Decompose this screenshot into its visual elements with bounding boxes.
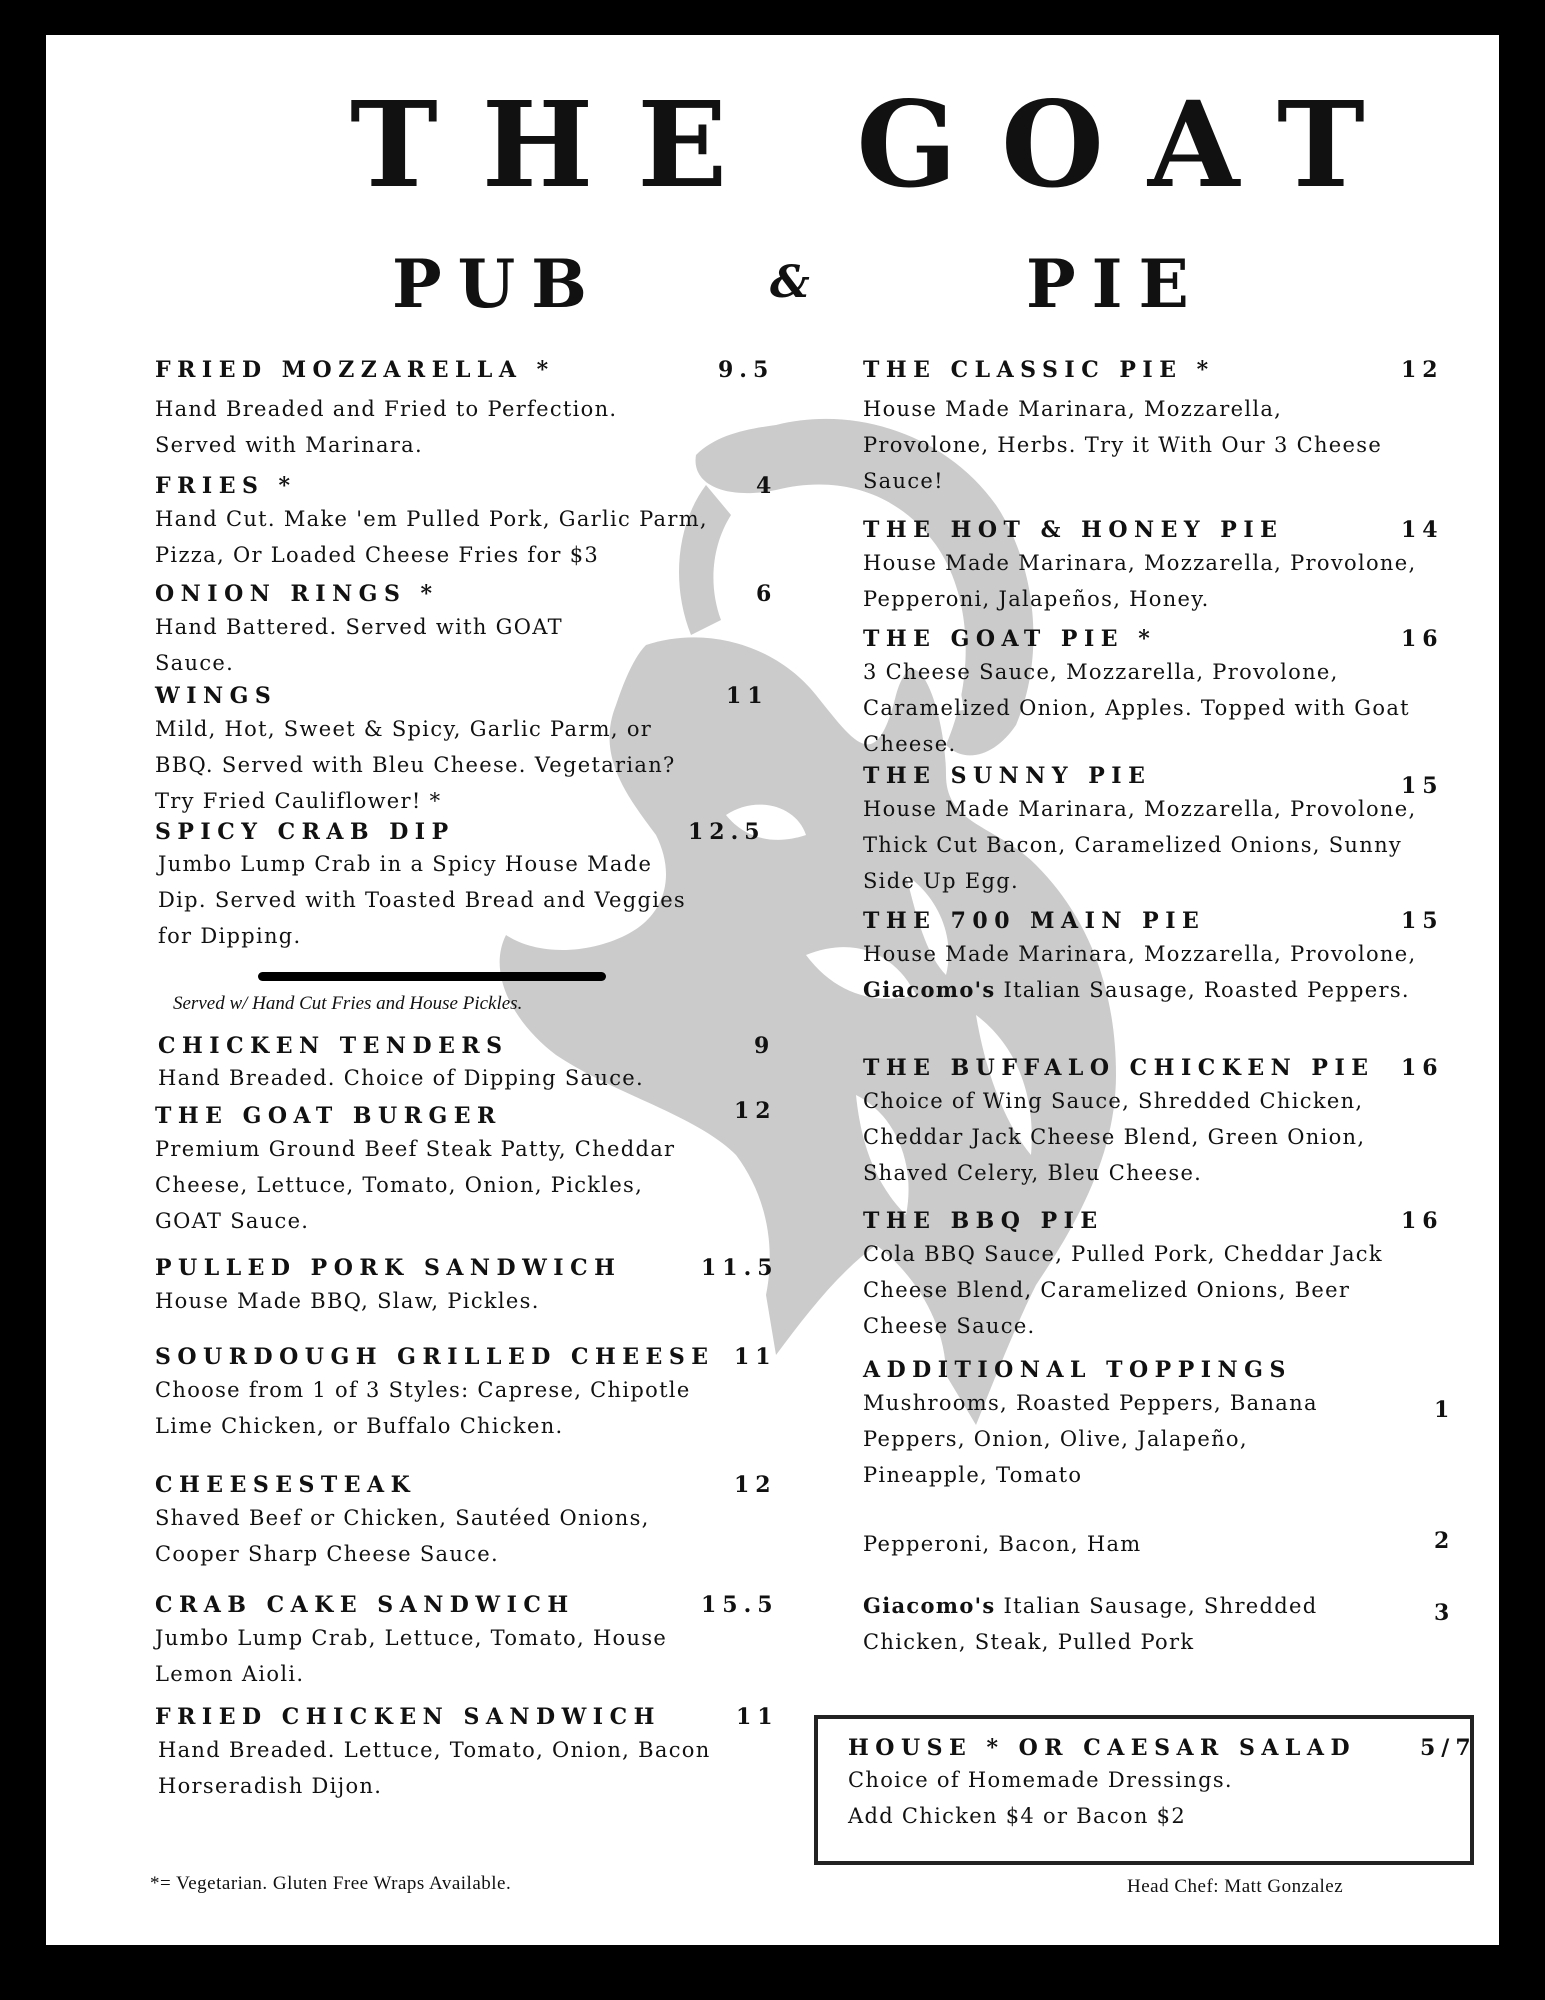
pie-description [863, 936, 1423, 1008]
pie-name: THE BBQ PIE [863, 1208, 1104, 1234]
item-name: WINGS [155, 683, 278, 709]
item-description: Jumbo Lump Crab, Lettuce, Tomato, House Lemon Aioli. [155, 1626, 668, 1686]
toppings-list: Mushrooms, Roasted Peppers, Banana Peppers, Onion, Olive, Jalapeño, Pineapple, Tomato [863, 1391, 1318, 1487]
toppings-price: 3 [1434, 1600, 1456, 1626]
pie-price: 12 [1401, 357, 1444, 383]
item-description: Hand Breaded. Choice of Dipping Sauce. [158, 1066, 644, 1090]
pie-name: THE CLASSIC PIE * [863, 357, 1215, 383]
item-price: 12 [734, 1472, 777, 1498]
pie-price: 16 [1401, 1055, 1444, 1081]
item-price: 9 [754, 1033, 776, 1059]
item-name: PULLED PORK SANDWICH [155, 1255, 622, 1281]
item-description: Jumbo Lump Crab in a Spicy House Made Dip. Served with Toasted Bread and Veggies for Dipping. [158, 852, 687, 948]
item-name: FRIED CHICKEN SANDWICH [155, 1704, 661, 1730]
item-description: Mild, Hot, Sweet & Spicy, Garlic Parm, or BBQ. Served with Bleu Cheese. Vegetarian? Try Fried Cauliflower! * [155, 717, 676, 813]
item-price: 15.5 [701, 1592, 779, 1618]
pie-description: House Made Marinara, Mozzarella, Provolone, Herbs. Try it With Our 3 Cheese Sauce! [863, 397, 1383, 493]
pie-description-text: Italian Sausage, Roasted Peppers. [995, 978, 1410, 1002]
item-name: THE GOAT BURGER [155, 1103, 502, 1129]
item-description: Choose from 1 of 3 Styles: Caprese, Chipotle Lime Chicken, or Buffalo Chicken. [155, 1378, 691, 1438]
item-price: 12 [734, 1098, 777, 1124]
pie-name: THE 700 MAIN PIE [863, 908, 1206, 934]
salad-price: 5/7 [1420, 1735, 1477, 1761]
item-name: CHICKEN TENDERS [158, 1033, 509, 1059]
brand-giacomos: Giacomo's [863, 1593, 996, 1618]
page-title: THE GOAT [350, 75, 1409, 214]
subtitle-pub: PUB [392, 245, 603, 323]
footer-chef: Head Chef: Matt Gonzalez [1127, 1876, 1344, 1897]
section-divider [258, 972, 606, 981]
item-description: Hand Breaded and Fried to Perfection. Served with Marinara. [155, 397, 618, 457]
toppings-list [863, 1588, 1363, 1660]
pie-price: 15 [1401, 908, 1444, 934]
menu-page [46, 35, 1499, 1945]
item-name: SOURDOUGH GRILLED CHEESE [155, 1344, 715, 1370]
item-description: Hand Breaded. Lettuce, Tomato, Onion, Bacon Horseradish Dijon. [158, 1738, 711, 1798]
pie-description-text: House Made Marinara, Mozzarella, Provolone, [863, 942, 1417, 966]
salad-description: Choice of Homemade Dressings. [848, 1768, 1233, 1792]
pie-name: THE BUFFALO CHICKEN PIE [863, 1055, 1375, 1081]
pie-description: House Made Marinara, Mozzarella, Provolone, Pepperoni, Jalapeños, Honey. [863, 551, 1417, 611]
item-price: 11 [726, 683, 769, 709]
subtitle-ampersand: & [770, 257, 810, 308]
item-price: 12.5 [688, 819, 766, 845]
pie-name: THE SUNNY PIE [863, 763, 1152, 789]
toppings-price: 2 [1434, 1528, 1456, 1554]
pie-description: Cola BBQ Sauce, Pulled Pork, Cheddar Jack Cheese Blend, Caramelized Onions, Beer Cheese Sauce. [863, 1242, 1383, 1338]
brand-giacomos: Giacomo's [863, 977, 996, 1002]
pie-price: 15 [1401, 773, 1444, 799]
item-name: CHEESESTEAK [155, 1472, 417, 1498]
pie-name: THE GOAT PIE * [863, 626, 1157, 652]
item-name: ONION RINGS * [155, 581, 439, 607]
toppings-title: ADDITIONAL TOPPINGS [863, 1357, 1292, 1383]
item-name: CRAB CAKE SANDWICH [155, 1592, 575, 1618]
item-price: 11.5 [701, 1255, 779, 1281]
item-description: Premium Ground Beef Steak Patty, Cheddar Cheese, Lettuce, Tomato, Onion, Pickles, GOAT Sauce. [155, 1137, 676, 1233]
pie-price: 14 [1401, 517, 1444, 543]
toppings-list: Pepperoni, Bacon, Ham [863, 1532, 1142, 1556]
served-note: Served w/ Hand Cut Fries and House Pickles. [173, 993, 523, 1014]
salad-name: HOUSE * OR CAESAR SALAD [848, 1735, 1357, 1761]
pie-description: 3 Cheese Sauce, Mozzarella, Provolone, Caramelized Onion, Apples. Topped with Goat Cheese. [863, 660, 1410, 756]
pie-price: 16 [1401, 1208, 1444, 1234]
item-name: FRIES * [155, 473, 297, 499]
item-description: Hand Cut. Make 'em Pulled Pork, Garlic Parm, Pizza, Or Loaded Cheese Fries for $3 [155, 507, 708, 567]
item-price: 4 [756, 473, 778, 499]
pie-price: 16 [1401, 626, 1444, 652]
item-price: 6 [756, 581, 778, 607]
footer-note: *= Vegetarian. Gluten Free Wraps Available. [150, 1873, 512, 1894]
item-description: House Made BBQ, Slaw, Pickles. [155, 1289, 540, 1313]
item-price: 11 [734, 1344, 777, 1370]
subtitle-pie: PIE [1026, 245, 1205, 323]
toppings-text: Italian Sausage, Shredded Chicken, Steak, Pulled Pork [863, 1594, 1318, 1654]
item-description: Hand Battered. Served with GOAT Sauce. [155, 615, 563, 675]
pie-description: House Made Marinara, Mozzarella, Provolone, Thick Cut Bacon, Caramelized Onions, Sunny Side Up Egg. [863, 797, 1417, 893]
pie-name: THE HOT & HONEY PIE [863, 517, 1284, 543]
item-price: 9.5 [718, 357, 775, 383]
item-name: FRIED MOZZARELLA * [155, 357, 555, 383]
item-name: SPICY CRAB DIP [155, 819, 455, 845]
item-price: 11 [736, 1704, 779, 1730]
pie-description: Choice of Wing Sauce, Shredded Chicken, Cheddar Jack Cheese Blend, Green Onion, Shaved Celery, Bleu Cheese. [863, 1089, 1366, 1185]
item-description: Shaved Beef or Chicken, Sautéed Onions, Cooper Sharp Cheese Sauce. [155, 1506, 650, 1566]
toppings-price: 1 [1434, 1397, 1456, 1423]
salad-addons: Add Chicken $4 or Bacon $2 [848, 1804, 1186, 1828]
